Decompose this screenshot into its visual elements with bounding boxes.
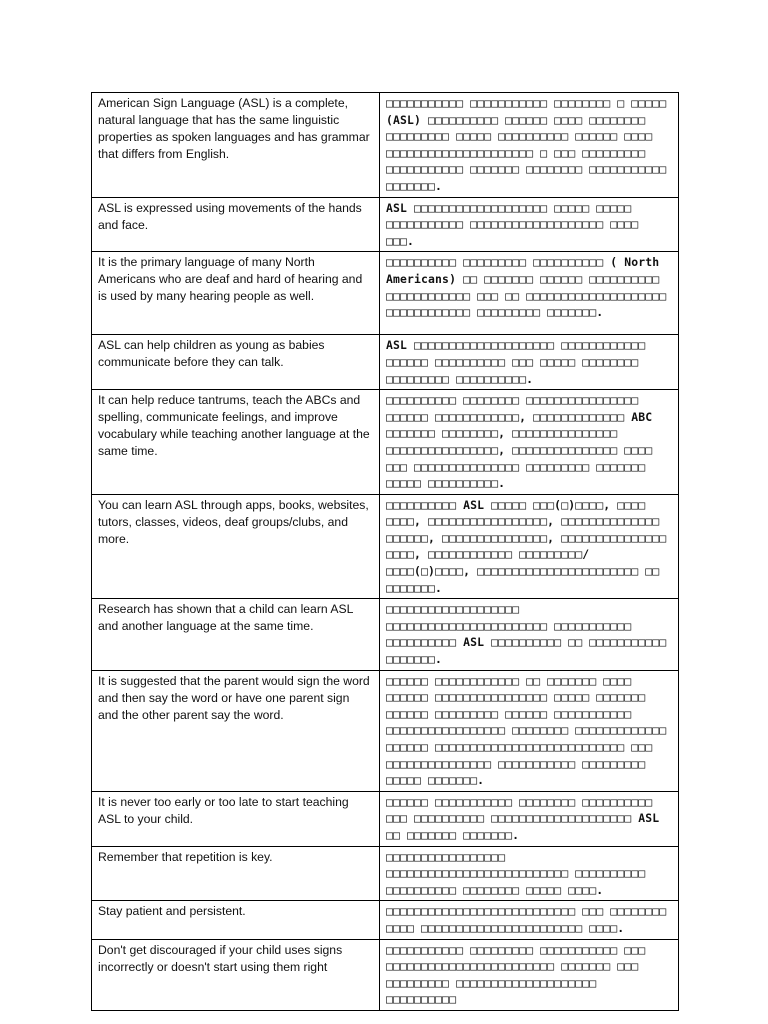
table-row bbox=[92, 846, 679, 901]
translation-cell: □□□□□□□□□□ ASL □□□□□ □□□(□)□□□□, □□□□ □□□□, □□□□□□□□□□□□□□□□□, □□□□□□□□□□□□□□ □□□□□□, □□□□□□□□□□□□□□□, □□□□□□□□□□□□□□□ □□□□, □□□□□□□□□□□□ □□□□□□□□□/ □□□□(□)□□□□, □□□□□□□□□□□□□□□□□□□□□□□ □□ □□□□□□□. bbox=[380, 494, 679, 599]
translation-cell: ASL □□□□□□□□□□□□□□□□□□□ □□□□□ □□□□□ □□□□□□□□□□□ □□□□□□□□□□□□□□□□□□□ □□□□ □□□. bbox=[380, 197, 679, 252]
english-cell: It is suggested that the parent would sign the word and then say the word or have one parent sign and the other parent say the word. bbox=[92, 670, 380, 791]
translation-cell: □□□□□□□□□□□ □□□□□□□□□ □□□□□□□□□□□ □□□ □□□□□□□□□□□□□□□□□□□□□□□□ □□□□□□□ □□□ □□□□□□□□□ □□□□□□□□□□□□□□□□□□□□ □□□□□□□□□□ bbox=[380, 939, 679, 1010]
table-row bbox=[92, 93, 679, 198]
english-cell: You can learn ASL through apps, books, websites, tutors, classes, videos, deaf groups/clubs, and more. bbox=[92, 494, 380, 599]
english-cell: Research has shown that a child can learn ASL and another language at the same time. bbox=[92, 599, 380, 670]
table-row bbox=[92, 901, 679, 939]
english-cell: It can help reduce tantrums, teach the ABCs and spelling, communicate feelings, and improve vocabulary while teaching another language at the same time. bbox=[92, 390, 380, 495]
english-cell: American Sign Language (ASL) is a complete, natural language that has the same linguistic properties as spoken languages and has grammar that differs from English. bbox=[92, 93, 380, 198]
english-cell: Remember that repetition is key. bbox=[92, 846, 380, 901]
table-row bbox=[92, 599, 679, 670]
translation-cell: ASL □□□□□□□□□□□□□□□□□□□□ □□□□□□□□□□□□ □□□□□□ □□□□□□□□□□ □□□ □□□□□ □□□□□□□□ □□□□□□□□□ □□□□□□□□□□. bbox=[380, 335, 679, 390]
translation-cell: □□□□□□□□□□□□□□□□□□□ □□□□□□□□□□□□□□□□□□□□□□□ □□□□□□□□□□□ □□□□□□□□□□ ASL □□□□□□□□□□ □□ □□□□□□□□□□□ □□□□□□□. bbox=[380, 599, 679, 670]
table-row bbox=[92, 252, 679, 335]
table-row bbox=[92, 791, 679, 846]
translation-cell: □□□□□□ □□□□□□□□□□□ □□□□□□□□ □□□□□□□□□□ □□□ □□□□□□□□□□ □□□□□□□□□□□□□□□□□□□□ ASL □□ □□□□□□□ □□□□□□□. bbox=[380, 791, 679, 846]
translation-table bbox=[91, 92, 679, 1011]
table-row bbox=[92, 390, 679, 495]
english-cell: ASL is expressed using movements of the hands and face. bbox=[92, 197, 380, 252]
english-cell: It is never too early or too late to start teaching ASL to your child. bbox=[92, 791, 380, 846]
table-row bbox=[92, 670, 679, 791]
table-row bbox=[92, 335, 679, 390]
table-row bbox=[92, 197, 679, 252]
english-cell: It is the primary language of many North Americans who are deaf and hard of hearing and is used by many hearing people as well. bbox=[92, 252, 380, 335]
table-row bbox=[92, 494, 679, 599]
translation-cell: □□□□□□□□□□□□□□□□□ □□□□□□□□□□□□□□□□□□□□□□□□□□ □□□□□□□□□□ □□□□□□□□□□ □□□□□□□□ □□□□□ □□□□. bbox=[380, 846, 679, 901]
translation-cell: □□□□□□□□□□ □□□□□□□□□ □□□□□□□□□□ ( North Americans) □□ □□□□□□□ □□□□□□ □□□□□□□□□□ □□□□□□□□□□□□ □□□ □□ □□□□□□□□□□□□□□□□□□□□ □□□□□□□□□□□□ □□□□□□□□□ □□□□□□□. bbox=[380, 252, 679, 335]
table-row bbox=[92, 939, 679, 1010]
translation-cell: □□□□□□□□□□ □□□□□□□□ □□□□□□□□□□□□□□□□ □□□□□□ □□□□□□□□□□□□, □□□□□□□□□□□□□ ABC □□□□□□□ □□□□□□□□, □□□□□□□□□□□□□□□ □□□□□□□□□□□□□□□□, □□□□□□□□□□□□□□□ □□□□ □□□ □□□□□□□□□□□□□□□ □□□□□□□□□ □□□□□□□ □□□□□ □□□□□□□□□□. bbox=[380, 390, 679, 495]
translation-cell: □□□□□□□□□□□□□□□□□□□□□□□□□□□ □□□ □□□□□□□□ □□□□ □□□□□□□□□□□□□□□□□□□□□□□ □□□□. bbox=[380, 901, 679, 939]
english-cell: Stay patient and persistent. bbox=[92, 901, 380, 939]
translation-cell: □□□□□□ □□□□□□□□□□□□ □□ □□□□□□□ □□□□ □□□□□□ □□□□□□□□□□□□□□□□ □□□□□ □□□□□□□ □□□□□□ □□□□□□□□□ □□□□□□ □□□□□□□□□□□ □□□□□□□□□□□□□□□□□ □□□□□□□□ □□□□□□□□□□□□□ □□□□□□ □□□□□□□□□□□□□□□□□□□□□□□□□□□ □□□ □□□□□□□□□□□□□□□ □□□□□□□□□□□ □□□□□□□□□ □□□□□ □□□□□□□. bbox=[380, 670, 679, 791]
translation-cell: □□□□□□□□□□□ □□□□□□□□□□□ □□□□□□□□ □ □□□□□ (ASL) □□□□□□□□□□ □□□□□□ □□□□ □□□□□□□□ □□□□□□□□□ □□□□□ □□□□□□□□□□ □□□□□□ □□□□ □□□□□□□□□□□□□□□□□□□□□ □ □□□ □□□□□□□□□ □□□□□□□□□□□ □□□□□□□ □□□□□□□□ □□□□□□□□□□□ □□□□□□□. bbox=[380, 93, 679, 198]
english-cell: ASL can help children as young as babies communicate before they can talk. bbox=[92, 335, 380, 390]
english-cell: Don't get discouraged if your child uses signs incorrectly or doesn't start using them right bbox=[92, 939, 380, 1010]
